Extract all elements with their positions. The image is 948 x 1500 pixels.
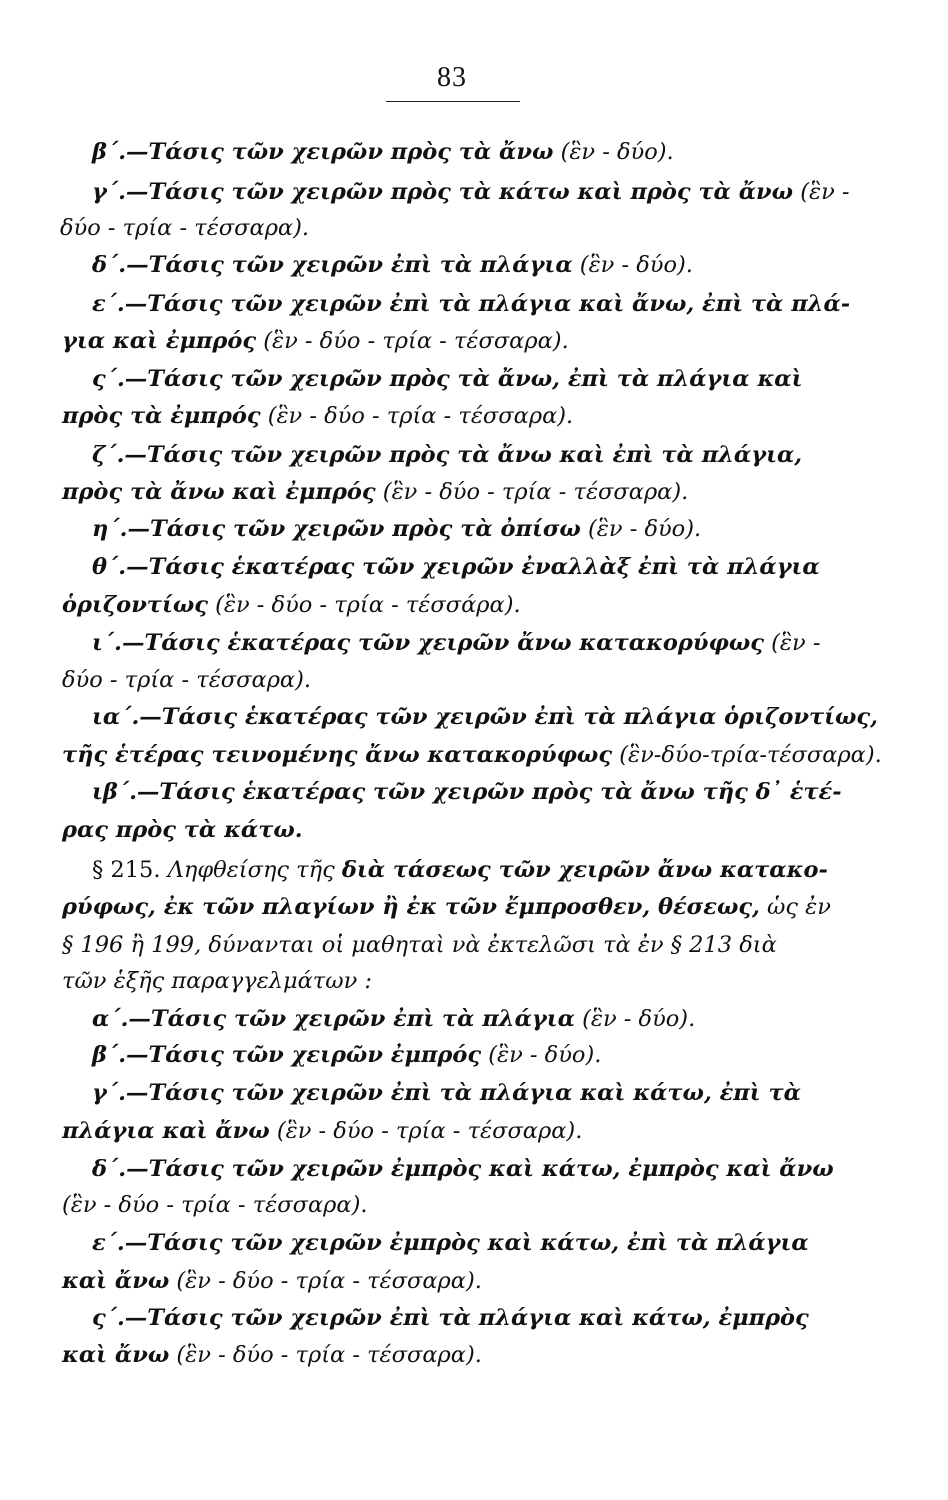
- text-line: η΄.—Τάσις τῶν χειρῶν πρὸς τὰ ὀπίσω (ἓν - δύο).: [92, 516, 702, 542]
- text-line: τῆς ἑτέρας τεινομένης ἄνω κατακορύφως (ἓν-δύο-τρία-τέσσαρα).: [62, 742, 882, 768]
- text-line: ια΄.—Τάσις ἑκατέρας τῶν χειρῶν ἐπὶ τὰ πλάγια ὁριζοντίως,: [92, 704, 878, 730]
- text-line: ιβ΄.—Τάσις ἑκατέρας τῶν χειρῶν πρὸς τὰ ἄνω τῆς δ᾽ ἑτέ-: [92, 779, 842, 805]
- text-line: πρὸς τὰ ἐμπρός (ἓν - δύο - τρία - τέσσαρα).: [62, 403, 574, 429]
- text-line: ζ΄.—Τάσις τῶν χειρῶν πρὸς τὰ ἄνω καὶ ἐπὶ τὰ πλάγια,: [92, 442, 803, 468]
- text-line: γ΄.—Τάσις τῶν χειρῶν πρὸς τὰ κάτω καὶ πρὸς τὰ ἄνω (ἓν -: [92, 179, 850, 205]
- text-line: ε΄.—Τάσις τῶν χειρῶν ἐπὶ τὰ πλάγια καὶ ἄνω, ἐπὶ τὰ πλά-: [92, 291, 851, 317]
- text-line: καὶ ἄνω (ἓν - δύο - τρία - τέσσαρα).: [62, 1268, 482, 1294]
- text-line: καὶ ἄνω (ἓν - δύο - τρία - τέσσαρα).: [62, 1342, 482, 1368]
- text-line: για καὶ ἐμπρός (ἓν - δύο - τρία - τέσσαρα).: [62, 328, 569, 354]
- text-line: (ἓν - δύο - τρία - τέσσαρα).: [62, 1192, 368, 1218]
- text-line: β΄.—Τάσις τῶν χειρῶν ἐμπρός (ἓν - δύο).: [92, 1042, 602, 1068]
- text-line: ι΄.—Τάσις ἑκατέρας τῶν χειρῶν ἄνω κατακορύφως (ἓν -: [92, 630, 821, 656]
- text-line: δ΄.—Τάσις τῶν χειρῶν ἐμπρὸς καὶ κάτω, ἐμπρὸς καὶ ἄνω: [92, 1156, 834, 1182]
- text-line: γ΄.—Τάσις τῶν χειρῶν ἐπὶ τὰ πλάγια καὶ κάτω, ἐπὶ τὰ: [92, 1080, 801, 1106]
- text-line: ε΄.—Τάσις τῶν χειρῶν ἐμπρὸς καὶ κάτω, ἐπὶ τὰ πλάγια: [92, 1230, 809, 1256]
- text-line: πρὸς τὰ ἄνω καὶ ἐμπρός (ἓν - δύο - τρία - τέσσαρα).: [62, 479, 689, 505]
- text-line: ρας πρὸς τὰ κάτω.: [62, 817, 303, 843]
- page-number: 83: [437, 62, 467, 93]
- text-line: ρύφως, ἐκ τῶν πλαγίων ἢ ἐκ τῶν ἔμπροσθεν, θέσεως, ὡς ἐν: [62, 894, 831, 920]
- text-line: ς΄.—Τάσις τῶν χειρῶν πρὸς τὰ ἄνω, ἐπὶ τὰ πλάγια καὶ: [92, 366, 803, 392]
- text-line: πλάγια καὶ ἄνω (ἓν - δύο - τρία - τέσσαρα).: [62, 1118, 583, 1144]
- text-line: δύο - τρία - τέσσαρα).: [60, 215, 310, 241]
- text-line: § 196 ἢ 199, δύνανται οἱ μαθηταὶ νὰ ἐκτελῶσι τὰ ἐν § 213 διὰ: [62, 932, 777, 958]
- text-line: θ΄.—Τάσις ἑκατέρας τῶν χειρῶν ἐναλλὰξ ἐπὶ τὰ πλάγια: [92, 554, 820, 580]
- text-line: β΄.—Τάσις τῶν χειρῶν πρὸς τὰ ἄνω (ἓν - δύο).: [92, 139, 674, 165]
- text-line: ς΄.—Τάσις τῶν χειρῶν ἐπὶ τὰ πλάγια καὶ κάτω, ἐμπρὸς: [92, 1305, 809, 1331]
- text-line: α΄.—Τάσις τῶν χειρῶν ἐπὶ τὰ πλάγια (ἓν - δύο).: [92, 1006, 696, 1032]
- text-line: δ΄.—Τάσις τῶν χειρῶν ἐπὶ τὰ πλάγια (ἓν - δύο).: [92, 252, 693, 278]
- text-line: ὁριζοντίως (ἓν - δύο - τρία - τέσσάρα).: [62, 592, 521, 618]
- text-line: τῶν ἑξῆς παραγγελμάτων :: [62, 968, 372, 994]
- text-line: § 215. Ληφθείσης τῆς διὰ τάσεως τῶν χειρῶν ἄνω κατακο-: [92, 857, 828, 883]
- page-number-rule: [386, 101, 520, 102]
- text-line: δύο - τρία - τέσσαρα).: [62, 667, 312, 693]
